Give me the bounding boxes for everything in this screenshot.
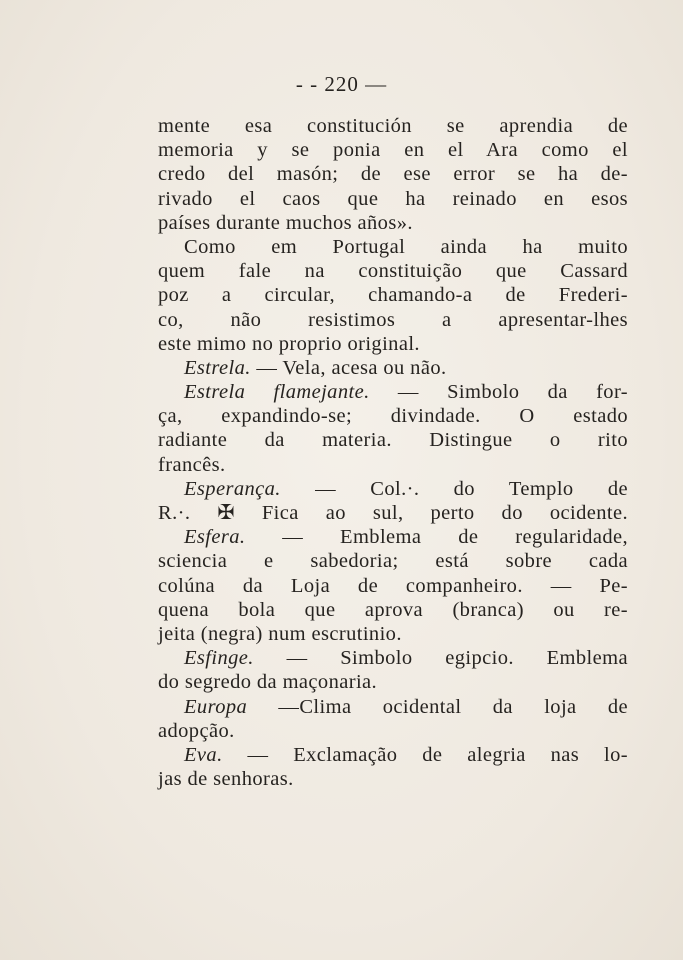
text-run: poz a circular, chamando-a de Frederi- xyxy=(158,284,628,307)
text-line xyxy=(158,404,628,428)
text-line xyxy=(158,356,628,380)
text-line xyxy=(158,695,628,719)
text-run: este mimo no proprio original. xyxy=(158,332,420,355)
text-line xyxy=(158,380,628,404)
text-run: mente esa constitución se aprendia de xyxy=(158,115,628,137)
text-line xyxy=(158,525,628,549)
text-run: jas de senhoras. xyxy=(158,768,294,791)
entry-term: Esfinge. xyxy=(184,647,254,670)
text-run: colúna da Loja de companheiro. — Pe- xyxy=(158,574,628,597)
text-line xyxy=(158,453,628,477)
text-line xyxy=(158,574,628,598)
text-line xyxy=(158,235,628,259)
text-run: países durante muchos años». xyxy=(158,211,413,234)
text-run: memoria y se ponia en el Ara como el xyxy=(158,139,628,162)
entry-term: Estrela flamejante. xyxy=(184,381,370,404)
entry-term: Europa xyxy=(184,695,248,718)
text-line xyxy=(158,743,628,767)
text-run: —Clima ocidental da loja de xyxy=(247,695,628,718)
text-line xyxy=(158,259,628,283)
page-body-text xyxy=(158,114,628,791)
text-line xyxy=(158,598,628,622)
text-run: ça, expandindo-se; divindade. O estado xyxy=(158,405,628,428)
entry-term: Esfera. xyxy=(184,526,246,549)
text-run: adopção. xyxy=(158,719,235,742)
text-run: sciencia e sabedoria; está sobre cada xyxy=(158,550,628,573)
text-run: jeita (negra) num escrutinio. xyxy=(158,622,402,645)
text-line xyxy=(158,211,628,235)
text-line xyxy=(158,767,628,791)
text-line xyxy=(158,477,628,501)
text-run: do segredo da maçonaria. xyxy=(158,671,378,694)
text-line xyxy=(158,670,628,694)
text-line xyxy=(158,501,628,525)
text-line xyxy=(158,622,628,646)
text-run: quem fale na constituição que Cassard xyxy=(158,260,628,283)
text-run: quena bola que aprova (branca) ou re- xyxy=(158,598,628,621)
text-run: — Vela, acesa ou não. xyxy=(250,356,447,379)
text-run: credo del masón; de ese error se ha de- xyxy=(158,163,628,186)
text-run: R.·. ✠ Fica ao sul, perto do ocidente. xyxy=(158,502,628,524)
text-line xyxy=(158,138,628,162)
text-line xyxy=(158,549,628,573)
text-run: francês. xyxy=(158,453,226,476)
text-line xyxy=(158,646,628,670)
text-line xyxy=(158,162,628,186)
text-line xyxy=(158,332,628,356)
text-run: Como em Portugal ainda ha muito xyxy=(184,235,628,258)
text-line xyxy=(158,283,628,307)
text-line xyxy=(158,428,628,452)
text-run: radiante da materia. Distingue o rito xyxy=(158,429,628,452)
text-run: — Emblema de regularidade, xyxy=(245,526,628,549)
entry-term: Esperança. xyxy=(184,477,281,500)
page-number: - - 220 — xyxy=(295,72,388,96)
text-run: — Col.·. do Templo de xyxy=(280,477,628,500)
text-run: — Simbolo da for- xyxy=(369,381,629,404)
text-run: — Simbolo egipcio. Emblema xyxy=(253,647,628,670)
entry-term: Estrela. xyxy=(184,356,251,379)
text-line xyxy=(158,719,628,743)
text-run: co, não resistimos a apresentar-lhes xyxy=(158,308,628,331)
text-run: — Exclamação de alegria nas lo- xyxy=(222,743,628,766)
text-line xyxy=(158,308,628,332)
text-run: rivado el caos que ha reinado en esos xyxy=(158,187,628,210)
entry-term: Eva. xyxy=(184,743,223,766)
text-line xyxy=(158,187,628,211)
text-line xyxy=(158,114,628,138)
